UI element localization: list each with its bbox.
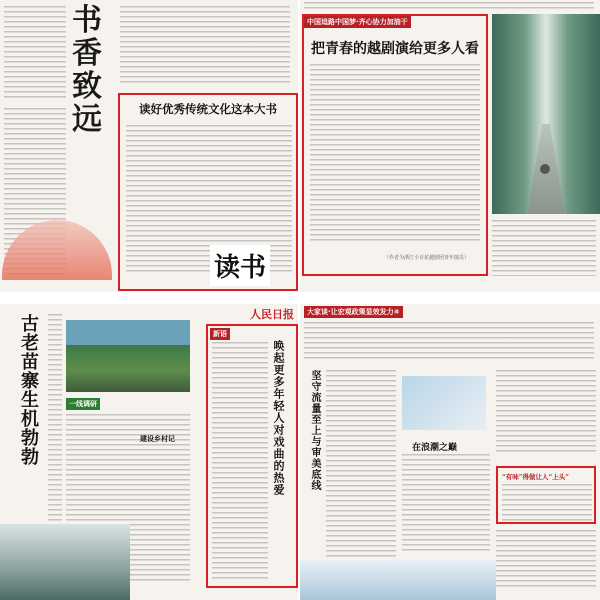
village-photo (66, 320, 190, 392)
article-title: 把青春的越剧演给更多人看 (311, 41, 479, 57)
side-box-body (502, 484, 592, 522)
highlight-box (206, 324, 298, 588)
text-column (120, 6, 290, 86)
text-column (48, 314, 62, 524)
article-body (310, 64, 480, 244)
headline-vertical: 古老苗寨生机勃勃 (18, 314, 39, 466)
article-title: 读好优秀传统文化这本大书 (139, 102, 277, 116)
forest-photo (0, 524, 130, 600)
side-box-title: “有味”得做让人“上头” (502, 473, 569, 481)
headline-vertical: 唤起更多年轻人对戏曲的热爱 (272, 340, 285, 496)
text-column (402, 454, 490, 554)
highlight-box (302, 14, 488, 276)
art-graphic (402, 376, 486, 430)
panel-bottom-right (300, 304, 600, 600)
author-note: （作者为浙江小百花越剧团青年演员） (384, 255, 470, 261)
panel-bottom-left (0, 304, 298, 600)
text-column (4, 6, 66, 98)
section-banner: 中国追路中国梦·齐心协力加油干 (304, 16, 411, 28)
section-label: 一线调研 (66, 398, 100, 410)
text-column (496, 370, 596, 454)
headline-big: 书香致远 (72, 3, 102, 137)
section-label: 新语 (210, 328, 230, 340)
text-column (326, 370, 396, 590)
cyclist-icon (540, 164, 550, 174)
headline-vertical: 坚守流量至上与审美底线 (309, 370, 320, 491)
text-strip (304, 322, 594, 362)
sea-graphic (300, 560, 496, 600)
highlight-box (496, 466, 596, 524)
section-banner: 大家谈·让宏观政策显效发力④ (304, 306, 403, 318)
calligraphy-signature: 读书 (210, 245, 270, 286)
panel-top-left (0, 0, 298, 292)
highlight-box (118, 93, 298, 291)
art-title: 在浪潮之巅 (412, 443, 458, 453)
text-column (496, 530, 596, 590)
tree-tunnel-photo (492, 14, 600, 214)
masthead: 人民日报 (250, 308, 294, 321)
article-body (212, 342, 268, 582)
text-strip (304, 2, 594, 12)
text-column (492, 220, 596, 276)
panel-top-right (300, 0, 600, 292)
sub-heading: 建设乡村记 (140, 434, 175, 443)
